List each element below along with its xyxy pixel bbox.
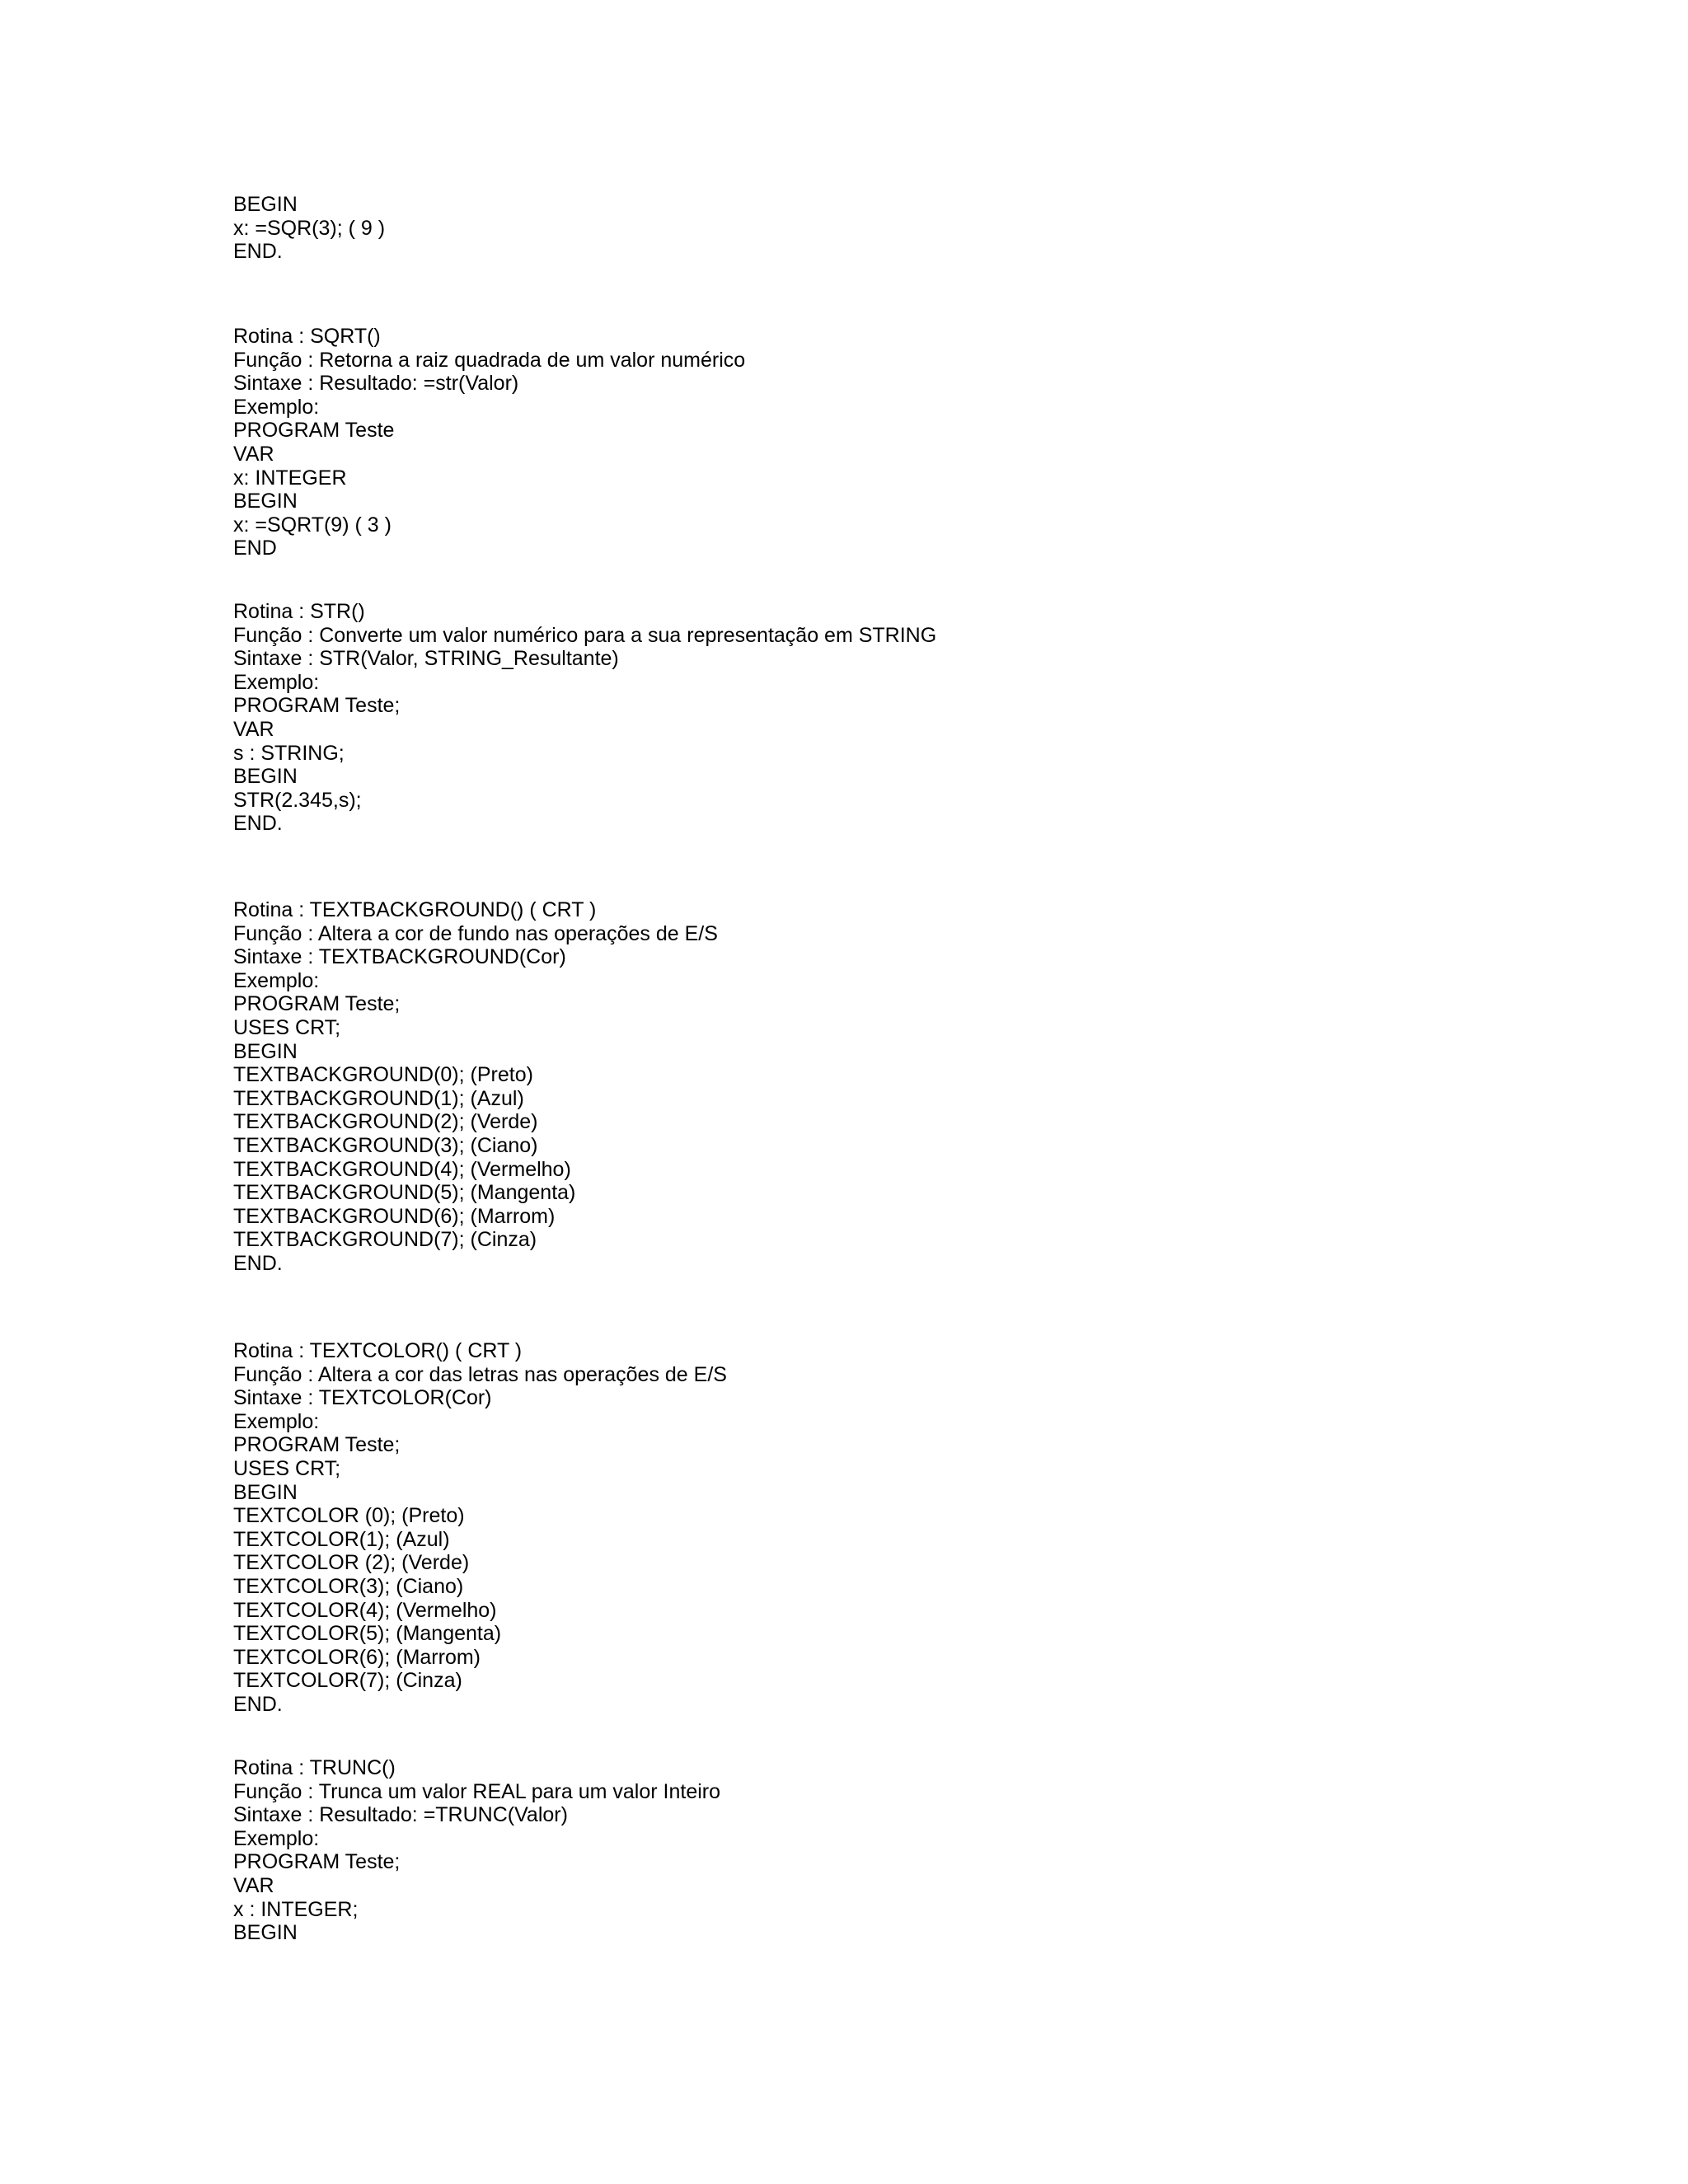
code-line: TEXTBACKGROUND(1); (Azul)	[233, 1086, 524, 1110]
code-line: VAR	[233, 1873, 274, 1897]
code-line: TEXTCOLOR(4); (Vermelho)	[233, 1598, 497, 1622]
code-line: PROGRAM Teste;	[233, 694, 401, 718]
code-line: PROGRAM Teste;	[233, 992, 401, 1016]
code-line: TEXTCOLOR(5); (Mangenta)	[233, 1622, 502, 1646]
code-line: TEXTCOLOR(1); (Azul)	[233, 1527, 450, 1551]
example-label: Exemplo:	[233, 968, 320, 992]
code-line: s : STRING;	[233, 741, 345, 765]
code-line: TEXTCOLOR(3); (Ciano)	[233, 1574, 464, 1598]
example-label: Exemplo:	[233, 395, 320, 419]
text-line: END.	[233, 240, 283, 264]
example-label: Exemplo:	[233, 1826, 320, 1850]
code-line: TEXTBACKGROUND(4); (Vermelho)	[233, 1157, 571, 1181]
routine-title: Rotina : TRUNC()	[233, 1756, 396, 1779]
code-line: END.	[233, 812, 283, 836]
code-line: x: =SQRT(9) ( 3 )	[233, 513, 392, 537]
routine-sqrt	[233, 325, 745, 560]
code-line: BEGIN	[233, 765, 298, 789]
code-line: BEGIN	[233, 1480, 298, 1504]
sqr-example-tail	[233, 193, 385, 264]
routine-function: Função : Converte um valor numérico para a sua representação em STRING	[233, 623, 937, 647]
routine-syntax: Sintaxe : STR(Valor, STRING_Resultante)	[233, 647, 619, 671]
code-line: END.	[233, 1251, 283, 1275]
code-line: STR(2.345,s);	[233, 788, 362, 812]
code-line: USES CRT;	[233, 1456, 341, 1480]
code-line: x : INTEGER;	[233, 1897, 359, 1921]
text-line: BEGIN	[233, 193, 298, 216]
routine-function: Função : Retorna a raiz quadrada de um valor numérico	[233, 348, 746, 372]
example-label: Exemplo:	[233, 1409, 320, 1433]
routine-syntax: Sintaxe : Resultado: =str(Valor)	[233, 372, 519, 396]
routine-title: Rotina : SQRT()	[233, 325, 381, 348]
routine-syntax: Sintaxe : TEXTBACKGROUND(Cor)	[233, 945, 566, 969]
code-line: TEXTCOLOR (0); (Preto)	[233, 1504, 465, 1528]
code-line: TEXTCOLOR(6); (Marrom)	[233, 1645, 481, 1669]
routine-function: Função : Trunca um valor REAL para um valor Inteiro	[233, 1779, 721, 1803]
code-line: x: INTEGER	[233, 466, 347, 490]
code-line: END	[233, 537, 277, 560]
routine-title: Rotina : TEXTBACKGROUND() ( CRT )	[233, 898, 597, 921]
routine-function: Função : Altera a cor de fundo nas operações de E/S	[233, 921, 718, 945]
code-line: PROGRAM Teste;	[233, 1433, 401, 1457]
code-line: TEXTBACKGROUND(3); (Ciano)	[233, 1133, 538, 1157]
code-line: TEXTBACKGROUND(2); (Verde)	[233, 1110, 538, 1134]
routine-textcolor	[233, 1339, 727, 1717]
routine-trunc	[233, 1756, 720, 1945]
code-line: PROGRAM Teste	[233, 419, 395, 443]
routine-str	[233, 600, 936, 836]
routine-textbackground	[233, 898, 718, 1276]
code-line: TEXTCOLOR (2); (Verde)	[233, 1551, 470, 1575]
code-line: PROGRAM Teste;	[233, 1850, 401, 1874]
routine-function: Função : Altera a cor das letras nas operações de E/S	[233, 1362, 727, 1386]
code-line: VAR	[233, 717, 274, 741]
code-line: BEGIN	[233, 490, 298, 513]
code-line: TEXTCOLOR(7); (Cinza)	[233, 1669, 462, 1693]
routine-syntax: Sintaxe : TEXTCOLOR(Cor)	[233, 1386, 492, 1410]
code-line: VAR	[233, 442, 274, 466]
code-line: BEGIN	[233, 1039, 298, 1063]
code-line: END.	[233, 1692, 283, 1716]
code-line: BEGIN	[233, 1921, 298, 1945]
code-line: TEXTBACKGROUND(5); (Mangenta)	[233, 1181, 576, 1205]
routine-title: Rotina : TEXTCOLOR() ( CRT )	[233, 1339, 523, 1362]
code-line: USES CRT;	[233, 1015, 341, 1039]
routine-title: Rotina : STR()	[233, 600, 365, 623]
text-line: x: =SQR(3); ( 9 )	[233, 216, 386, 240]
code-line: TEXTBACKGROUND(0); (Preto)	[233, 1063, 533, 1087]
code-line: TEXTBACKGROUND(7); (Cinza)	[233, 1228, 537, 1252]
code-line: TEXTBACKGROUND(6); (Marrom)	[233, 1204, 556, 1228]
routine-syntax: Sintaxe : Resultado: =TRUNC(Valor)	[233, 1803, 568, 1827]
example-label: Exemplo:	[233, 670, 320, 694]
